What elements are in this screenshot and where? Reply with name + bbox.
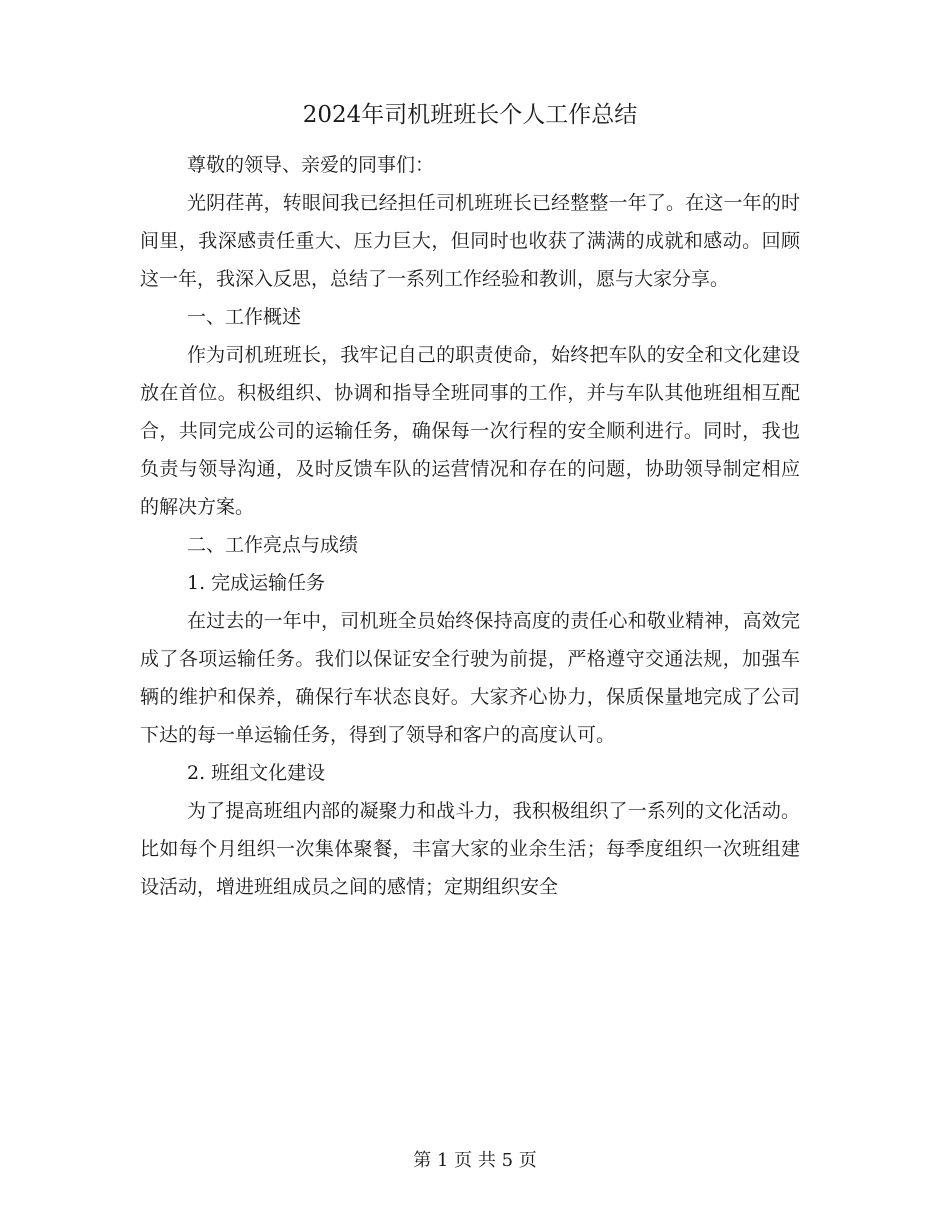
- subheading-transport-tasks: 1. 完成运输任务: [187, 572, 326, 594]
- paragraph-intro: 光阴荏苒，转眼间我已经担任司机班班长已经整整一年了。在这一年的时间里，我深感责任重大、压力巨大，但同时也收获了满满的成就和感动。回顾这一年，我深入反思，总结了一系列工作经验和教训，愿与大家分享。: [140, 192, 800, 290]
- paragraph-team-culture: 为了提高班组内部的凝聚力和战斗力，我积极组织了一系列的文化活动。比如每个月组织一次集体聚餐，丰富大家的业余生活；每季度组织一次班组建设活动，增进班组成员之间的感情；定期组织安全: [140, 800, 800, 898]
- paragraph-transport-tasks: 在过去的一年中，司机班全员始终保持高度的责任心和敬业精神，高效完成了各项运输任务。我们以保证安全行驶为前提，严格遵守交通法规，加强车辆的维护和保养，确保行车状态良好。大家齐心协力，保质保量地完成了公司下达的每一单运输任务，得到了领导和客户的高度认可。: [140, 610, 800, 746]
- salutation: 尊敬的领导、亲爱的同事们：: [187, 154, 435, 176]
- section-heading-highlights: 二、工作亮点与成绩: [187, 534, 359, 556]
- subheading-team-culture: 2. 班组文化建设: [187, 762, 326, 784]
- page-number-footer: 第 1 页 共 5 页: [413, 1150, 537, 1171]
- paragraph-overview: 作为司机班班长，我牢记自己的职责使命，始终把车队的安全和文化建设放在首位。积极组织、协调和指导全班同事的工作，并与车队其他班组相互配合，共同完成公司的运输任务，确保每一次行程的安全顺利进行。同时，我也负责与领导沟通，及时反馈车队的运营情况和存在的问题，协助领导制定相应的解决方案。: [140, 344, 800, 518]
- section-heading-overview: 一、工作概述: [187, 306, 302, 328]
- document-title: 2024年司机班班长个人工作总结: [302, 102, 638, 128]
- document-page: [140, 100, 800, 906]
